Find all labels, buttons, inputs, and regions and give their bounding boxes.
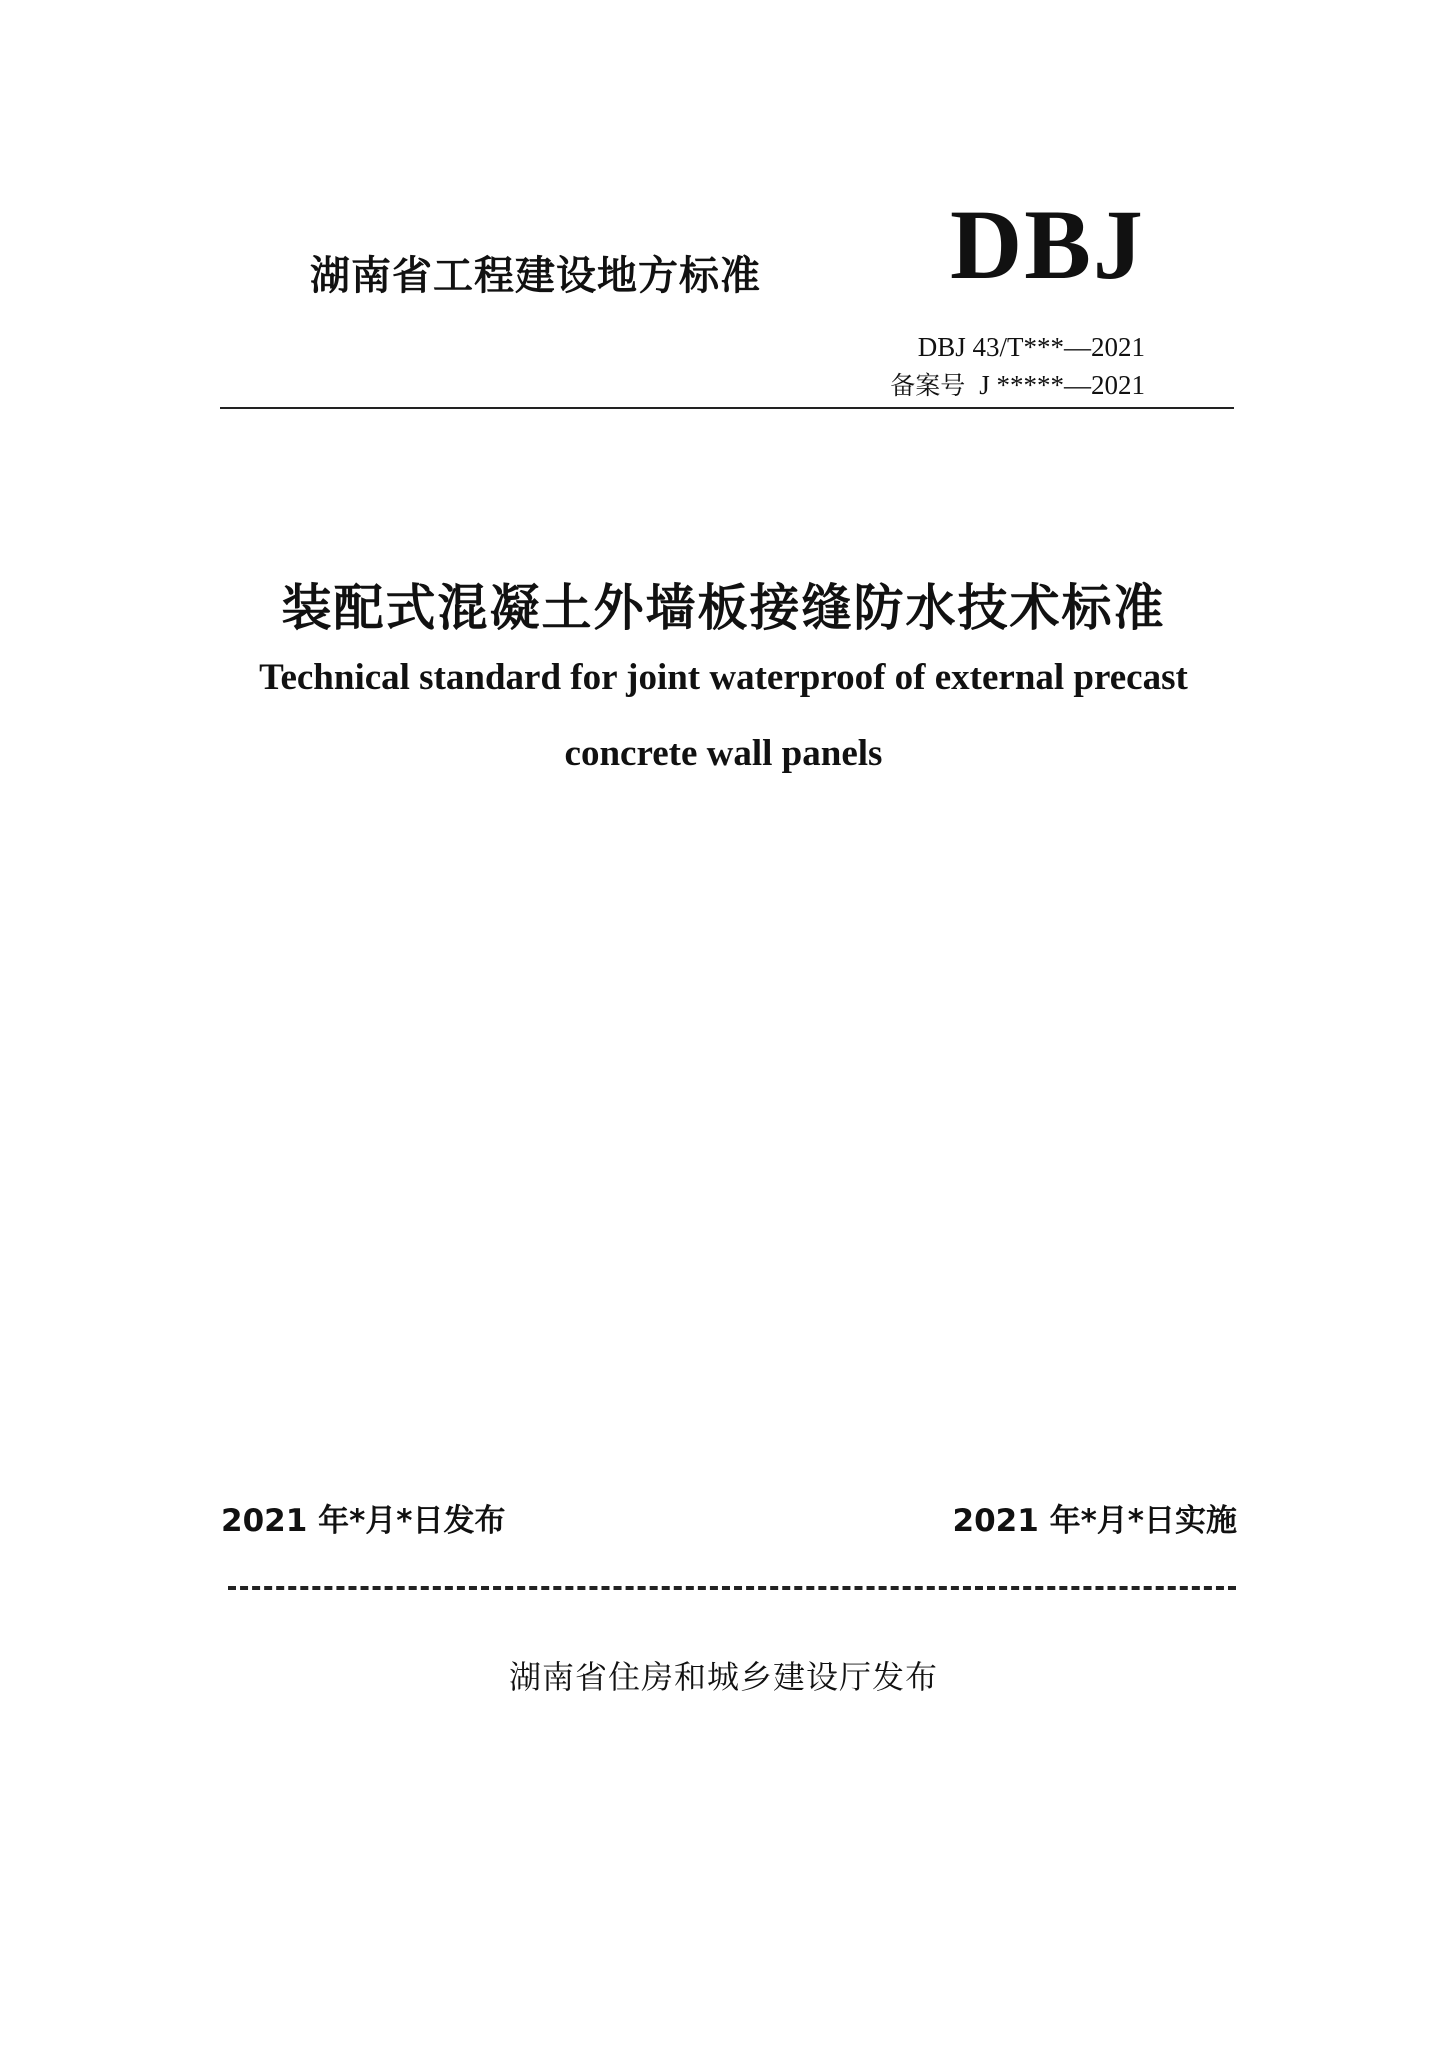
- record-number-row: [890, 370, 1145, 401]
- standard-number: DBJ 43/T***—2021: [917, 332, 1145, 362]
- header-divider: [220, 407, 1234, 409]
- title-chinese: 装配式混凝土外墙板接缝防水技术标准: [281, 579, 1166, 637]
- dashed-divider: [228, 1586, 1236, 1590]
- publisher: 湖南省住房和城乡建设厅发布: [508, 1658, 938, 1696]
- record-label: 备案号: [890, 371, 966, 400]
- record-number: J *****—2021: [979, 370, 1145, 400]
- title-english-line2: concrete wall panels: [564, 733, 883, 774]
- series-code-logo: DBJ: [950, 189, 1145, 300]
- implementation-date: 2021 年*月*日实施: [952, 1503, 1237, 1539]
- series-title: 湖南省工程建设地方标准: [310, 253, 761, 299]
- title-english-line1: Technical standard for joint waterproof of external precast: [259, 657, 1188, 698]
- issue-date: 2021 年*月*日发布: [221, 1503, 506, 1539]
